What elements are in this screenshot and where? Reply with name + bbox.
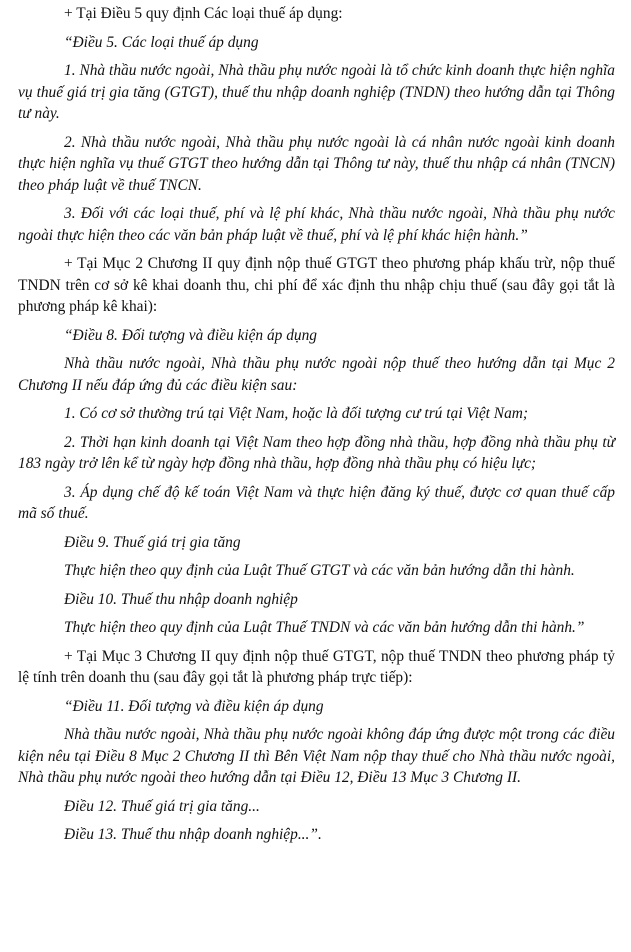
heading-article13: Điều 13. Thuế thu nhập doanh nghiệp...”. [64, 826, 322, 843]
heading-article12: Điều 12. Thuế giá trị gia tăng... [64, 797, 260, 815]
paragraph-article8-item1: 1. Có cơ sở thường trú tại Việt Nam, hoặc là đối tượng cư trú tại Việt Nam; [64, 405, 529, 422]
heading-article10: Điều 10. Thuế thu nhập doanh nghiệp [64, 590, 298, 608]
paragraph-article5-item1: 1. Nhà thầu nước ngoài, Nhà thầu phụ nước ngoài là tổ chức kinh doanh thực hiện nghĩa vụ thuế giá trị gia tăng (GTGT), thuế thu nhập doanh nghiệp (TNDN) theo hướng dẫn tại Thông tư này. [18, 62, 615, 122]
paragraph-article5-item3: 3. Đối với các loại thuế, phí và lệ phí khác, Nhà thầu nước ngoài, Nhà thầu phụ nước ngoài thực hiện theo các văn bản pháp luật về thuế, phí và lệ phí khác hiện hành.” [18, 205, 615, 244]
paragraph-article8-intro: Nhà thầu nước ngoài, Nhà thầu phụ nước ngoài nộp thuế theo hướng dẫn tại Mục 2 Chương II nếu đáp ứng đủ các điều kiện sau: [18, 355, 615, 394]
heading-article8: “Điều 8. Đối tượng và điều kiện áp dụng [64, 326, 317, 344]
paragraph-article9-body: Thực hiện theo quy định của Luật Thuế GTGT và các văn bản hướng dẫn thi hành. [64, 562, 575, 579]
heading-article11: “Điều 11. Đối tượng và điều kiện áp dụng [64, 697, 324, 715]
heading-article5: “Điều 5. Các loại thuế áp dụng [64, 33, 259, 51]
paragraph-section2-intro: + Tại Mục 2 Chương II quy định nộp thuế GTGT theo phương pháp khấu trừ, nộp thuế TNDN trên cơ sở kê khai doanh thu, chi phí để xác định thu nhập chịu thuế (sau đây gọi tắt là phương pháp kê khai): [18, 255, 615, 315]
paragraph-article10-body: Thực hiện theo quy định của Luật Thuế TNDN và các văn bản hướng dẫn thi hành.” [64, 619, 585, 636]
document-page [18, 0, 615, 846]
paragraph-article8-item3: 3. Áp dụng chế độ kế toán Việt Nam và thực hiện đăng ký thuế, được cơ quan thuế cấp mã số thuế. [18, 483, 615, 522]
paragraph-article5-item2: 2. Nhà thầu nước ngoài, Nhà thầu phụ nước ngoài là cá nhân nước ngoài kinh doanh thực hiện nghĩa vụ thuế GTGT theo hướng dẫn tại Thông tư này, thuế thu nhập cá nhân (TNCN) theo pháp luật về thuế TNCN. [18, 133, 615, 194]
paragraph-section3-intro: + Tại Mục 3 Chương II quy định nộp thuế GTGT, nộp thuế TNDN theo phương pháp tỷ lệ tính trên doanh thu (sau đây gọi tắt là phương pháp trực tiếp): [18, 647, 615, 686]
paragraph-article11-body: Nhà thầu nước ngoài, Nhà thầu phụ nước ngoài không đáp ứng được một trong các điều kiện nêu tại Điều 8 Mục 2 Chương II thì Bên Việt Nam nộp thay thuế cho Nhà thầu nước ngoài, Nhà thầu phụ nước ngoài theo hướng dẫn tại Điều 12, Điều 13 Mục 3 Chương II. [18, 726, 615, 786]
paragraph-article5-intro: + Tại Điều 5 quy định Các loại thuế áp dụng: [64, 5, 343, 22]
heading-article9: Điều 9. Thuế giá trị gia tăng [64, 533, 241, 551]
paragraph-article8-item2: 2. Thời hạn kinh doanh tại Việt Nam theo hợp đồng nhà thầu, hợp đồng nhà thầu phụ từ 183 ngày trở lên kể từ ngày hợp đồng nhà thầu, hợp đồng nhà thầu phụ có hiệu lực; [18, 433, 615, 472]
